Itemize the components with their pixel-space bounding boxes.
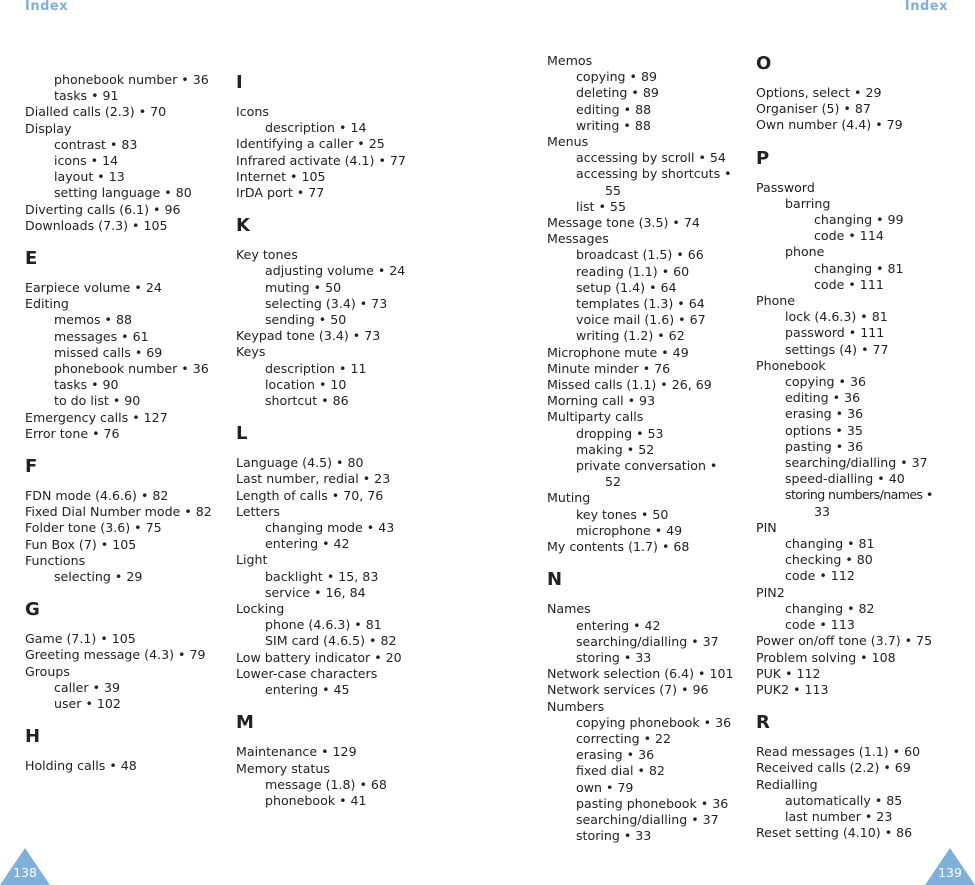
index-entry: Error tone • 76 — [25, 425, 120, 441]
index-entry: Display — [25, 120, 72, 136]
index-entry: Received calls (2.2) • 69 — [756, 760, 911, 776]
index-subentry: adjusting volume • 24 — [265, 263, 406, 279]
index-entry: Menus — [547, 134, 589, 150]
index-subentry: dropping • 53 — [576, 425, 664, 441]
index-entry-continuation: 55 — [605, 182, 622, 198]
index-subentry: changing • 99 — [814, 212, 904, 228]
index-entry-continuation: 33 — [814, 503, 831, 519]
index-entry-continuation: 52 — [605, 474, 622, 490]
index-entry: Problem solving • 108 — [756, 649, 896, 665]
page-number-right: 139 — [938, 865, 962, 880]
index-entry: Redialling — [756, 776, 818, 792]
section-letter: L — [236, 423, 248, 445]
index-subentry: message (1.8) • 68 — [265, 776, 387, 792]
index-subentry: muting • 50 — [265, 279, 342, 295]
index-entry: Emergency calls • 127 — [25, 409, 168, 425]
section-letter: P — [756, 147, 770, 169]
index-subentry: phonebook • 41 — [265, 792, 367, 808]
index-subentry: accessing by shortcuts • — [576, 166, 732, 182]
index-subentry: searching/dialling • 37 — [576, 811, 719, 827]
index-subentry: backlight • 15, 83 — [265, 568, 379, 584]
index-entry: Game (7.1) • 105 — [25, 631, 136, 647]
index-subentry: contrast • 83 — [54, 136, 138, 152]
index-subentry: description • 14 — [265, 120, 367, 136]
index-subentry: own • 79 — [576, 779, 634, 795]
index-entry: PIN2 — [756, 584, 785, 600]
index-entry: Language (4.5) • 80 — [236, 455, 364, 471]
index-entry: Folder tone (3.6) • 75 — [25, 520, 162, 536]
index-subentry: user • 102 — [54, 696, 121, 712]
index-subentry: changing mode • 43 — [265, 520, 395, 536]
index-entry: Lower-case characters — [236, 665, 378, 681]
index-entry: Phonebook — [756, 357, 826, 373]
index-subentry: checking • 80 — [785, 552, 873, 568]
index-entry: Length of calls • 70, 76 — [236, 487, 384, 503]
section-letter: F — [25, 456, 38, 478]
index-entry: Microphone mute • 49 — [547, 344, 689, 360]
index-subentry: setting language • 80 — [54, 185, 192, 201]
section-letter: N — [547, 569, 563, 591]
index-subentry: tasks • 90 — [54, 377, 119, 393]
index-entry: Memory status — [236, 760, 330, 776]
index-entry: Low battery indicator • 20 — [236, 649, 402, 665]
index-subentry: code • 113 — [785, 617, 855, 633]
index-subentry: selecting (3.4) • 73 — [265, 295, 388, 311]
index-subentry: messages • 61 — [54, 328, 149, 344]
index-entry: Messages — [547, 231, 609, 247]
page-number-right-badge — [925, 846, 975, 885]
index-column-2 — [236, 72, 441, 809]
index-entry: Internet • 105 — [236, 168, 326, 184]
header-right-title: Index — [904, 0, 948, 14]
index-subentry: editing • 36 — [785, 390, 861, 406]
index-subentry: storing • 33 — [576, 828, 652, 844]
index-subentry: phone — [785, 244, 825, 260]
index-subentry: making • 52 — [576, 441, 655, 457]
index-entry: Network selection (6.4) • 101 — [547, 666, 734, 682]
index-subentry: reading (1.1) • 60 — [576, 263, 690, 279]
index-subentry: templates (1.3) • 64 — [576, 296, 705, 312]
index-entry: Downloads (7.3) • 105 — [25, 217, 168, 233]
index-entry: Read messages (1.1) • 60 — [756, 744, 921, 760]
index-subentry: copying phonebook • 36 — [576, 714, 732, 730]
index-entry: Memos — [547, 53, 593, 68]
index-subentry: searching/dialling • 37 — [785, 455, 928, 471]
index-subentry: accessing by scroll • 54 — [576, 150, 726, 166]
index-entry: Dialled calls (2.3) • 70 — [25, 104, 167, 120]
index-entry: Letters — [236, 503, 280, 519]
index-subentry: missed calls • 69 — [54, 344, 163, 360]
index-entry: Names — [547, 601, 591, 617]
index-subentry: setup (1.4) • 64 — [576, 279, 677, 295]
index-subentry: automatically • 85 — [785, 792, 903, 808]
index-subentry: caller • 39 — [54, 679, 121, 695]
index-subentry: shortcut • 86 — [265, 393, 349, 409]
section-letter: E — [25, 248, 38, 270]
section-letter: K — [236, 215, 250, 237]
index-subentry: deleting • 89 — [576, 85, 659, 101]
index-entry: Password — [756, 179, 815, 195]
index-subentry: lock (4.6.3) • 81 — [785, 309, 888, 325]
index-subentry: key tones • 50 — [576, 506, 669, 522]
section-letter: I — [236, 72, 243, 93]
index-subentry: broadcast (1.5) • 66 — [576, 247, 704, 263]
index-subentry: changing • 81 — [785, 536, 875, 552]
index-subentry: changing • 81 — [814, 260, 904, 276]
index-entry: Own number (4.4) • 79 — [756, 117, 903, 133]
section-letter: G — [25, 599, 40, 621]
index-subentry: speed-dialling • 40 — [785, 471, 905, 487]
section-letter: H — [25, 726, 41, 748]
index-entry: Options, select • 29 — [756, 85, 882, 100]
index-entry: Locking — [236, 601, 285, 617]
index-column-1 — [25, 72, 230, 775]
index-subentry: private conversation • — [576, 458, 718, 474]
index-entry: Key tones — [236, 247, 298, 263]
index-subentry: pasting • 36 — [785, 438, 864, 454]
index-entry: PIN — [756, 519, 777, 535]
index-entry: Network services (7) • 96 — [547, 682, 709, 698]
index-subentry: copying • 89 — [576, 69, 658, 85]
index-subentry: entering • 45 — [265, 682, 350, 698]
index-entry: Diverting calls (6.1) • 96 — [25, 201, 181, 217]
index-subentry: tasks • 91 — [54, 88, 119, 104]
index-subentry: entering • 42 — [576, 617, 661, 633]
index-subentry: phonebook number • 36 — [54, 72, 209, 87]
section-letter: M — [236, 712, 254, 734]
index-entry: Identifying a caller • 25 — [236, 136, 385, 152]
index-subentry: changing • 82 — [785, 600, 875, 616]
index-subentry: fixed dial • 82 — [576, 763, 665, 779]
index-entry: Fixed Dial Number mode • 82 — [25, 504, 212, 520]
index-entry: Holding calls • 48 — [25, 758, 137, 774]
index-entry: Organiser (5) • 87 — [756, 101, 871, 117]
index-subentry: settings (4) • 77 — [785, 341, 889, 357]
index-subentry: phonebook number • 36 — [54, 361, 209, 377]
index-subentry: erasing • 36 — [576, 747, 655, 763]
index-subentry: SIM card (4.6.5) • 82 — [265, 633, 397, 649]
index-entry: Maintenance • 129 — [236, 744, 357, 760]
index-entry: Message tone (3.5) • 74 — [547, 215, 700, 231]
index-entry: Numbers — [547, 698, 605, 714]
index-subentry: phone (4.6.3) • 81 — [265, 617, 382, 633]
index-subentry: code • 114 — [814, 228, 884, 244]
index-subentry: service • 16, 84 — [265, 584, 366, 600]
index-entry: IrDA port • 77 — [236, 185, 325, 201]
index-subentry: location • 10 — [265, 376, 347, 392]
index-entry: Functions — [25, 552, 86, 568]
header-left-title: Index — [25, 0, 69, 14]
index-entry: Morning call • 93 — [547, 393, 656, 409]
index-entry: Minute minder • 76 — [547, 360, 671, 376]
index-subentry: storing • 33 — [576, 649, 652, 665]
index-subentry: entering • 42 — [265, 536, 350, 552]
index-entry: Missed calls (1.1) • 26, 69 — [547, 377, 712, 393]
index-subentry: sending • 50 — [265, 312, 347, 328]
index-subentry: editing • 88 — [576, 101, 652, 117]
index-entry: Infrared activate (4.1) • 77 — [236, 152, 406, 168]
index-entry: Fun Box (7) • 105 — [25, 536, 137, 552]
index-entry: Keypad tone (3.4) • 73 — [236, 328, 381, 344]
page-number-left-badge — [0, 846, 50, 885]
index-entry: Power on/off tone (3.7) • 75 — [756, 633, 933, 649]
index-subentry: pasting phonebook • 36 — [576, 795, 729, 811]
index-subentry: microphone • 49 — [576, 522, 683, 538]
index-subentry: description • 11 — [265, 360, 367, 376]
index-subentry: list • 55 — [576, 198, 626, 214]
index-subentry: code • 112 — [785, 568, 855, 584]
index-entry: Greeting message (4.3) • 79 — [25, 647, 206, 663]
index-entry: Phone — [756, 293, 796, 309]
index-subentry: options • 35 — [785, 422, 863, 438]
section-letter: R — [756, 712, 770, 734]
index-entry: Earpiece volume • 24 — [25, 280, 162, 296]
index-entry: Keys — [236, 344, 266, 360]
section-letter: O — [756, 53, 772, 74]
index-column-3 — [547, 53, 752, 844]
index-subentry: password • 111 — [785, 325, 885, 341]
index-entry: Editing — [25, 296, 69, 312]
index-entry: Light — [236, 552, 268, 568]
index-entry: Reset setting (4.10) • 86 — [756, 825, 913, 841]
index-subentry: writing • 88 — [576, 117, 651, 133]
index-entry: Muting — [547, 490, 591, 506]
index-subentry: voice mail (1.6) • 67 — [576, 312, 706, 328]
index-entry: PUK • 112 — [756, 665, 821, 681]
index-entry: FDN mode (4.6.6) • 82 — [25, 488, 169, 504]
index-column-4 — [756, 53, 966, 841]
index-subentry: code • 111 — [814, 276, 884, 292]
page-number-left: 138 — [13, 865, 37, 880]
index-entry: PUK2 • 113 — [756, 681, 829, 697]
index-subentry: to do list • 90 — [54, 393, 141, 409]
index-entry: Last number, redial • 23 — [236, 471, 391, 487]
index-entry: My contents (1.7) • 68 — [547, 539, 690, 555]
index-entry: Icons — [236, 104, 269, 119]
index-subentry: correcting • 22 — [576, 730, 672, 746]
index-subentry: layout • 13 — [54, 169, 125, 185]
index-subentry: erasing • 36 — [785, 406, 864, 422]
index-subentry: icons • 14 — [54, 153, 119, 169]
index-subentry: searching/dialling • 37 — [576, 633, 719, 649]
index-subentry: memos • 88 — [54, 312, 133, 328]
index-entry: Groups — [25, 663, 70, 679]
index-subentry: last number • 23 — [785, 808, 893, 824]
index-subentry: copying • 36 — [785, 374, 867, 390]
index-subentry: selecting • 29 — [54, 569, 143, 585]
index-subentry: writing (1.2) • 62 — [576, 328, 685, 344]
index-entry: Multiparty calls — [547, 409, 644, 425]
index-subentry: barring — [785, 195, 831, 211]
index-subentry: storing numbers/names • — [785, 487, 933, 503]
